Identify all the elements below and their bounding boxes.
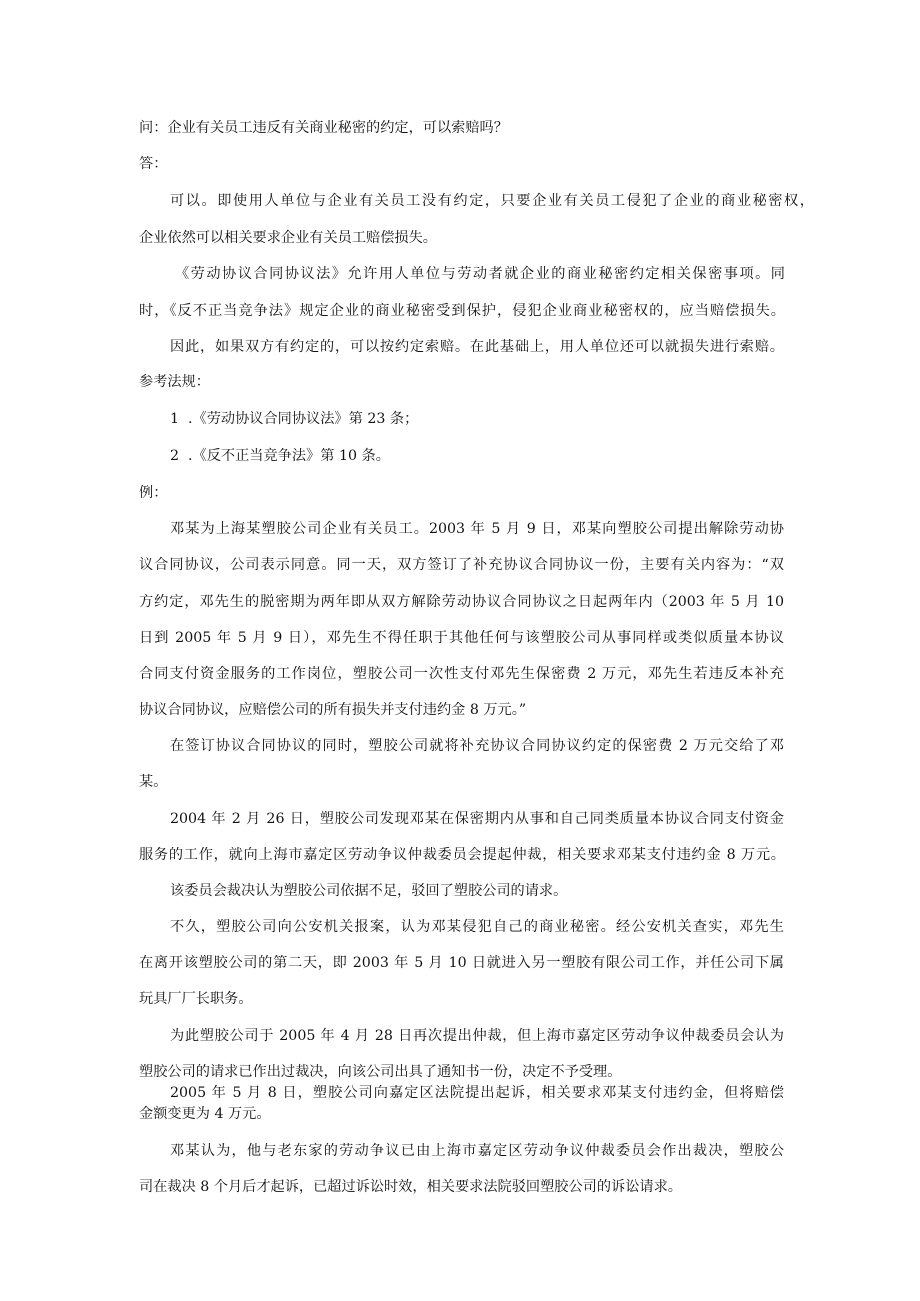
answer-line: 可以。即使用人单位与企业有关员工没有约定，只要企业有关员工侵犯了企业的商业秘密权， [170, 193, 814, 209]
references-label: 参考法规： [139, 374, 210, 390]
example-line: 方约定，邓先生的脱密期为两年即从双方解除劳动协议合同协议之日起两年内（2003 年 5 月 10 [139, 594, 784, 610]
example-line: 为此塑胶公司于 2005 年 4 月 28 日再次提出仲裁，但上海市嘉定区劳动争议仲裁委员会认为 [170, 1028, 784, 1044]
example-line: 2005 年 5 月 8 日，塑胶公司向嘉定区法院提出起诉，相关要求邓某支付违约金，但将赔偿 [170, 1085, 784, 1101]
answer-line: 因此，如果双方有约定的，可以按约定索赔。在此基础上，用人单位还可以就损失进行索赔。 [170, 339, 784, 355]
example-line: 邓某为上海某塑胶公司企业有关员工。2003 年 5 月 9 日，邓某向塑胶公司提出解除劳动协 [170, 521, 784, 537]
example-label: 例： [139, 485, 168, 501]
example-line: 邓某认为，他与老东家的劳动争议已由上海市嘉定区劳动争议仲裁委员会作出裁决，塑胶公 [170, 1143, 784, 1159]
example-line: 议合同协议，公司表示同意。同一天，双方签订了补充协议合同协议一份，主要有关内容为：“双 [139, 557, 784, 573]
question-text: 问：企业有关员工违反有关商业秘密的约定，可以索赔吗？ [139, 120, 508, 136]
example-line: 协议合同协议，应赔偿公司的所有损失并支付违约金 8 万元。” [139, 702, 527, 718]
example-line: 服务的工作，就向上海市嘉定区劳动争议仲裁委员会提起仲裁，相关要求邓某支付违约金 8 万元。 [139, 847, 785, 863]
reference-item: 1 .《劳动协议合同协议法》第 23 条； [170, 411, 419, 427]
answer-label: 答： [139, 156, 168, 172]
answer-line: 《劳动协议合同协议法》允许用人单位与劳动者就企业的商业秘密约定相关保密事项。同 [175, 266, 785, 282]
example-line: 玩具厂厂长职务。 [139, 991, 253, 1007]
example-line: 塑胶公司的请求已作出过裁决，向该公司出具了通知书一份，决定不予受理。 [139, 1064, 622, 1080]
answer-line: 时，《反不正当竞争法》规定企业的商业秘密受到保护，侵犯企业商业秘密权的，应当赔偿损失。 [139, 303, 785, 319]
example-line: 金额变更为 4 万元。 [139, 1106, 271, 1122]
example-line: 在签订协议合同协议的同时，塑胶公司就将补充协议合同协议约定的保密费 2 万元交给了邓 [170, 738, 784, 754]
example-line: 司在裁决 8 个月后才起诉，已超过诉讼时效，相关要求法院驳回塑胶公司的诉讼请求。 [139, 1179, 682, 1195]
example-line: 某。 [139, 774, 168, 790]
example-line: 合同支付资金服务的工作岗位，塑胶公司一次性支付邓先生保密费 2 万元，邓先生若违反本补充 [139, 666, 784, 682]
example-line: 该委员会裁决认为塑胶公司依据不足，驳回了塑胶公司的请求。 [170, 883, 568, 899]
example-line: 在离开该塑胶公司的第二天，即 2003 年 5 月 10 日就进入另一塑胶有限公司工作，并任公司下属 [139, 955, 784, 971]
reference-item: 2 .《反不正当竞争法》第 10 条。 [170, 448, 390, 464]
answer-line: 企业依然可以相关要求企业有关员工赔偿损失。 [139, 230, 437, 246]
example-line: 2004 年 2 月 26 日，塑胶公司发现邓某在保密期内从事和自己同类质量本协议合同支付资金 [170, 811, 784, 827]
example-line: 日到 2005 年 5 月 9 日），邓先生不得任职于其他任何与该塑胶公司从事同样或类似质量本协议 [139, 630, 784, 646]
example-line: 不久，塑胶公司向公安机关报案，认为邓某侵犯自己的商业秘密。经公安机关查实，邓先生 [170, 919, 784, 935]
